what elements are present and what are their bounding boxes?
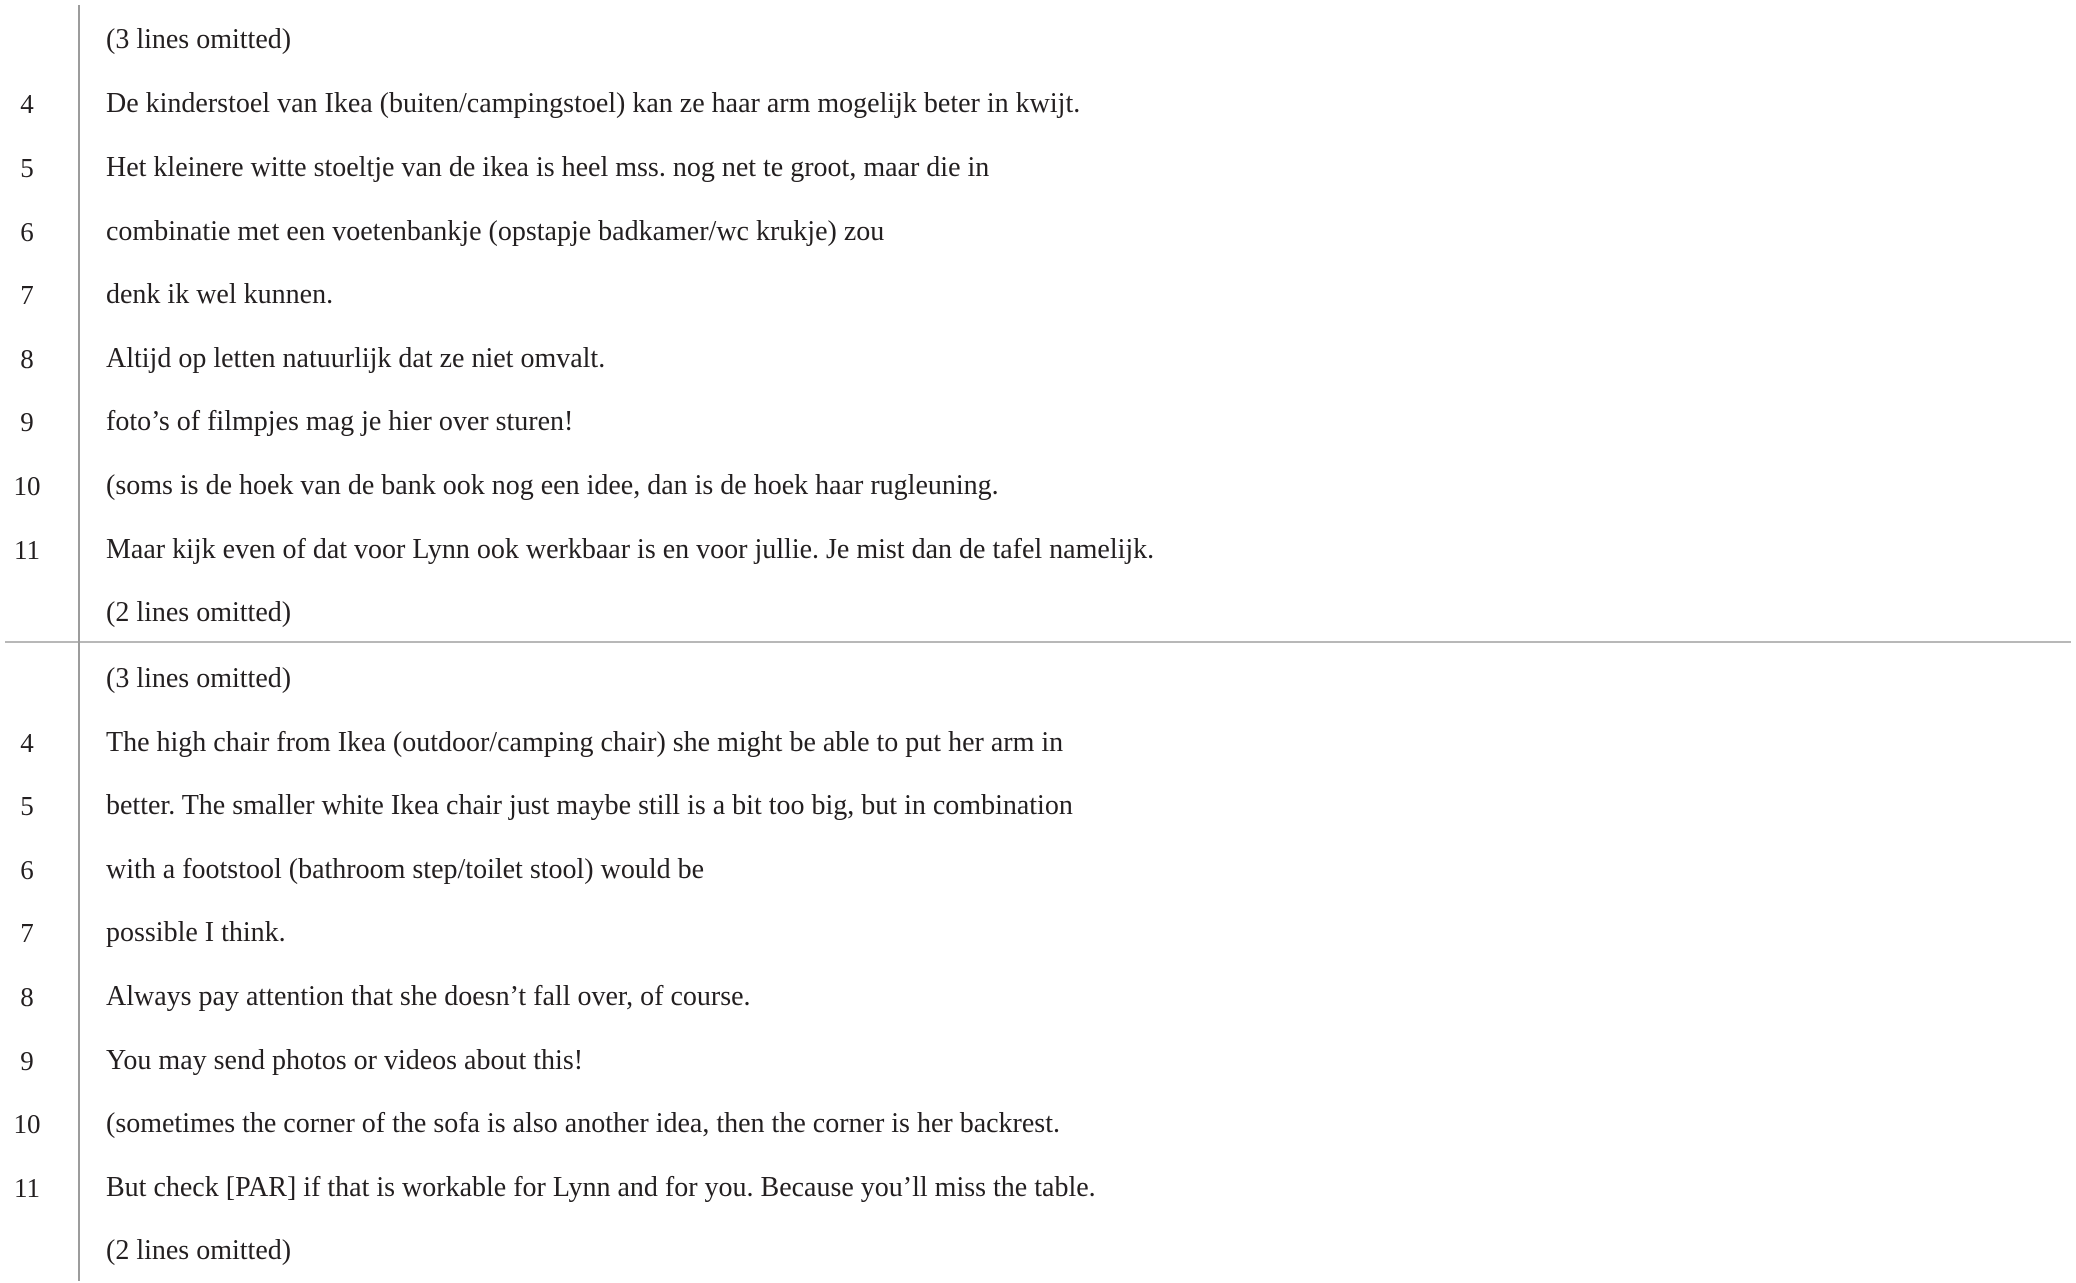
transcript-row bbox=[0, 263, 2076, 327]
transcript-row bbox=[0, 200, 2076, 264]
line-text: (2 lines omitted) bbox=[106, 597, 292, 628]
transcript-row bbox=[0, 581, 2076, 645]
line-text: foto’s of filmpjes mag je hier over sturen! bbox=[106, 406, 574, 437]
line-text: (3 lines omitted) bbox=[106, 24, 292, 55]
line-number: 5 bbox=[20, 153, 34, 183]
line-text: The high chair from Ikea (outdoor/camping chair) she might be able to put her arm in bbox=[106, 727, 1064, 758]
line-text: De kinderstoel van Ikea (buiten/campingstoel) kan ze haar arm mogelijk beter in kwijt. bbox=[106, 88, 1081, 119]
transcript-row bbox=[0, 901, 2076, 965]
transcript-row bbox=[0, 1029, 2076, 1093]
line-text: better. The smaller white Ikea chair just maybe still is a bit too big, but in combination bbox=[106, 790, 1073, 821]
transcript-row bbox=[0, 72, 2076, 136]
line-number: 6 bbox=[20, 855, 34, 885]
line-text: Het kleinere witte stoeltje van de ikea is heel mss. nog net te groot, maar die in bbox=[106, 152, 990, 183]
line-text: (sometimes the corner of the sofa is also another idea, then the corner is her backrest. bbox=[106, 1108, 1060, 1139]
line-number: 6 bbox=[20, 217, 34, 247]
transcript-row bbox=[0, 1219, 2076, 1283]
english-translation-block bbox=[0, 641, 2076, 1281]
line-number: 10 bbox=[13, 1109, 41, 1139]
line-text: (soms is de hoek van de bank ook nog een idee, dan is de hoek haar rugleuning. bbox=[106, 470, 999, 501]
transcript-row bbox=[0, 774, 2076, 838]
line-number: 11 bbox=[14, 1173, 40, 1203]
line-text: Altijd op letten natuurlijk dat ze niet omvalt. bbox=[106, 343, 606, 374]
line-text: Maar kijk even of dat voor Lynn ook werkbaar is en voor jullie. Je mist dan de tafel namelijk. bbox=[106, 534, 1155, 565]
transcript-row bbox=[0, 838, 2076, 902]
transcript-row bbox=[0, 647, 2076, 711]
transcript-row bbox=[0, 136, 2076, 200]
transcript-row bbox=[0, 711, 2076, 775]
line-number: 9 bbox=[20, 1046, 34, 1076]
transcript-row bbox=[0, 327, 2076, 391]
line-text: possible I think. bbox=[106, 917, 286, 948]
line-text: denk ik wel kunnen. bbox=[106, 279, 334, 310]
transcript-row bbox=[0, 1092, 2076, 1156]
line-number: 8 bbox=[20, 344, 34, 374]
line-text: You may send photos or videos about this! bbox=[106, 1045, 584, 1076]
transcript-row bbox=[0, 8, 2076, 72]
line-number: 4 bbox=[20, 728, 34, 758]
line-number: 9 bbox=[20, 407, 34, 437]
line-number: 10 bbox=[13, 471, 41, 501]
transcript-row bbox=[0, 1156, 2076, 1220]
dutch-original-block bbox=[0, 0, 2076, 641]
line-number: 11 bbox=[14, 535, 40, 565]
line-number: 7 bbox=[20, 918, 34, 948]
line-text: combinatie met een voetenbankje (opstapje badkamer/wc krukje) zou bbox=[106, 216, 885, 247]
line-number: 7 bbox=[20, 280, 34, 310]
line-text: But check [PAR] if that is workable for Lynn and for you. Because you’ll miss the table. bbox=[106, 1172, 1096, 1203]
line-text: (3 lines omitted) bbox=[106, 663, 292, 694]
transcript-row bbox=[0, 518, 2076, 582]
transcript-row bbox=[0, 965, 2076, 1029]
line-number: 8 bbox=[20, 982, 34, 1012]
line-text: with a footstool (bathroom step/toilet stool) would be bbox=[106, 854, 705, 885]
line-text: Always pay attention that she doesn’t fall over, of course. bbox=[106, 981, 751, 1012]
line-text: (2 lines omitted) bbox=[106, 1235, 292, 1266]
line-number: 5 bbox=[20, 791, 34, 821]
transcript-row bbox=[0, 454, 2076, 518]
transcript-row bbox=[0, 390, 2076, 454]
line-number: 4 bbox=[20, 89, 34, 119]
